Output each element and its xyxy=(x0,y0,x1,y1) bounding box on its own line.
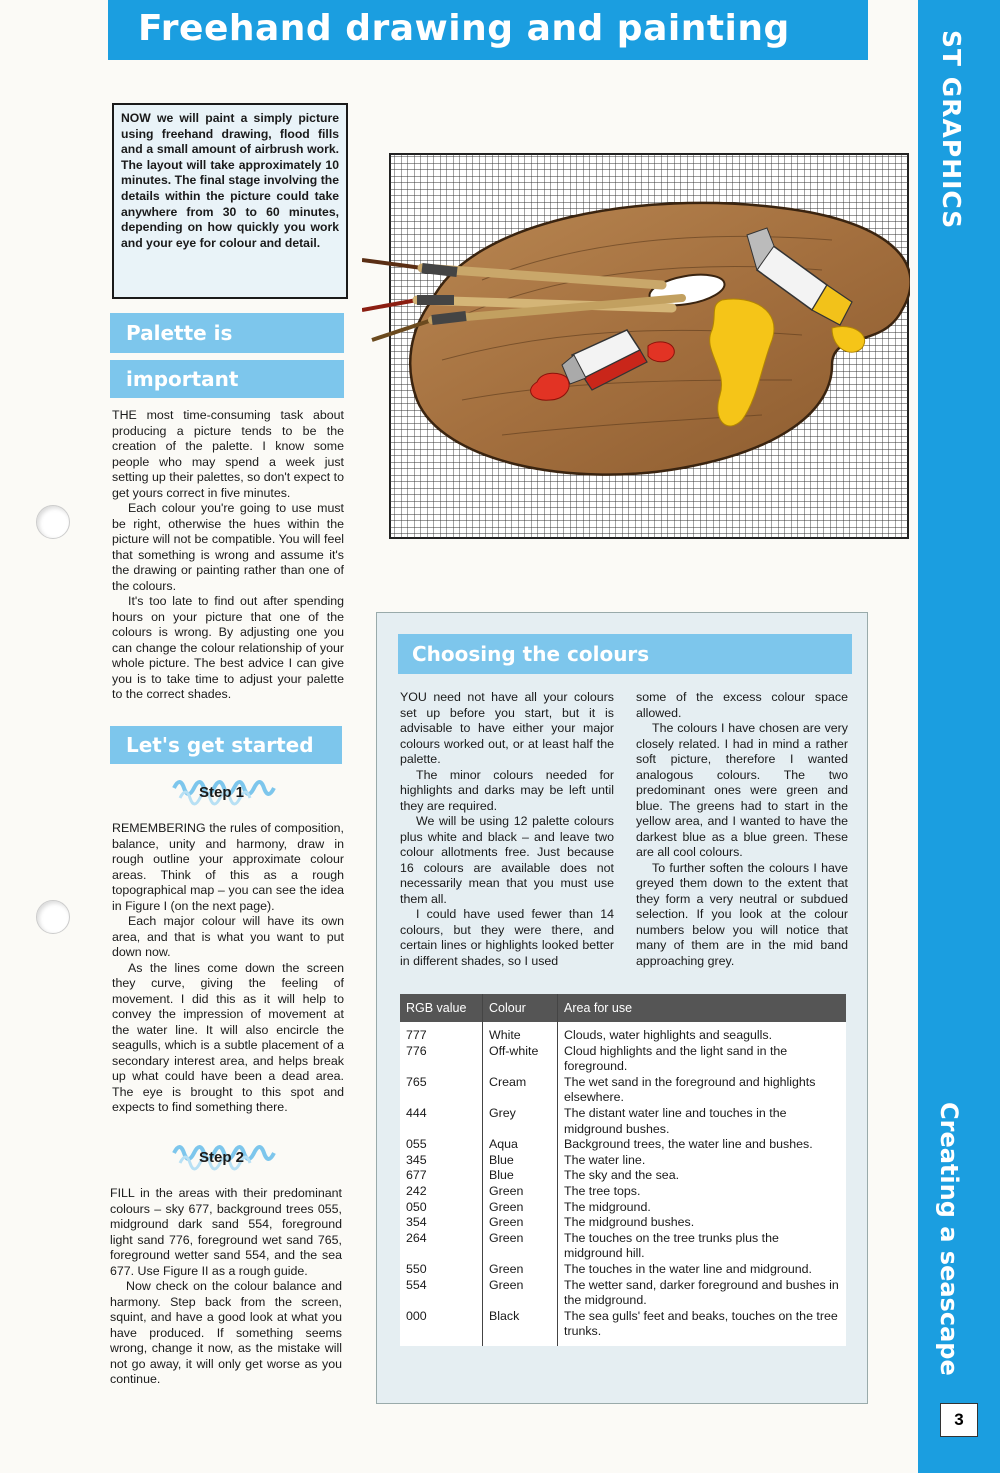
table-cell-rgb: 055 xyxy=(406,1137,427,1152)
table-row xyxy=(400,1044,846,1075)
table-cell-area: The sea gulls' feet and beaks, touches on the tree trunks. xyxy=(558,1309,847,1346)
paragraph: YOU need not have all your colours set up before you start, but it is advisable to have either your major colours worked out, or at least half the palette. xyxy=(400,690,614,766)
step1-body xyxy=(112,821,344,1116)
table-cell-rgb: 677 xyxy=(406,1168,427,1183)
title-bar xyxy=(108,0,868,60)
table-cell-area: The wetter sand, darker foreground and bushes in the midground. xyxy=(558,1278,847,1309)
paragraph: It's too late to find out after spending hours on your picture that one of the colours is wrong. By adjusting one you can change the colour relationship of your whole picture. The best advice I can give you is to take time to adjust your palette to the correct shades. xyxy=(112,594,344,701)
paragraph: To further soften the colours I have greyed them down to the extent that they form a very neutral or subdued selection. If you look at the colour numbers below you will notice that many of them are in the mid band approaching grey. xyxy=(636,860,848,968)
table-cell-area: Cloud highlights and the light sand in the foreground. xyxy=(558,1044,847,1075)
paragraph: some of the excess colour space allowed. xyxy=(636,690,848,720)
table-cell-colour: White xyxy=(483,1022,558,1044)
step2-body xyxy=(110,1186,342,1388)
paragraph: We will be using 12 palette colours plus white and black – and leave two colour allotments free. Just because 16 colours are available does not necessarily mean that you must use them all. xyxy=(400,814,614,906)
table-cell-area: The sky and the sea. xyxy=(558,1168,847,1184)
choosing-left-column xyxy=(400,690,614,969)
intro-box: NOW we will paint a simply picture using freehand drawing, flood fills and a small amount of airbrush work. The layout will take approximately 10 minutes. The final stage involving the details within the picture could take anywhere from 30 to 60 minutes, depending on how quickly you work and your eye for colour and detail. xyxy=(112,103,348,299)
table-cell-rgb: 242 xyxy=(406,1183,427,1198)
binder-hole xyxy=(36,505,70,539)
started-heading: Let's get started xyxy=(110,726,342,764)
table-row xyxy=(400,1153,846,1169)
table-cell-rgb: 550 xyxy=(406,1261,427,1276)
table-cell-area: Clouds, water highlights and seagulls. xyxy=(558,1022,847,1044)
table-cell-area: The touches on the tree trunks plus the midground hill. xyxy=(558,1231,847,1262)
step2-label: Step 2 xyxy=(199,1149,245,1166)
table-cell-area: The tree tops. xyxy=(558,1184,847,1200)
table-cell-colour: Green xyxy=(483,1184,558,1200)
paragraph: THE most time-consuming task about producing a picture tends to be the creation of the palette. I know some people who may spend a week just setting up their palettes, so don't expect to get yours correct in five minutes. xyxy=(112,408,344,500)
table-cell-colour: Blue xyxy=(483,1153,558,1169)
table-cell-colour: Off-white xyxy=(483,1044,558,1075)
table-row xyxy=(400,1184,846,1200)
paragraph: FILL in the areas with their predominant colours – sky 677, background trees 055, midground dark sand 554, foreground light sand 776, foreground wet sand 765, foreground wetter sand 554, and the sea 677. Use Figure II as a rough guide. xyxy=(110,1186,342,1278)
table-cell-colour: Green xyxy=(483,1262,558,1278)
page-title: Freehand drawing and painting xyxy=(138,8,790,49)
paragraph: I could have used fewer than 14 colours, but they were there, and certain lines or highlights looked better in different shades, so I used xyxy=(400,907,614,968)
paragraph: REMEMBERING the rules of composition, balance, unity and harmony, draw in rough outline your approximate colour areas. Think of this as a rough topographical map – you can see the idea in Figure I (on the next page). xyxy=(112,821,344,913)
table-row xyxy=(400,1200,846,1216)
page-number: 3 xyxy=(940,1403,978,1437)
table-cell-area: The water line. xyxy=(558,1153,847,1169)
table-cell-rgb: 776 xyxy=(406,1043,427,1058)
palette-heading-line2: important xyxy=(110,360,344,398)
table-cell-area: The touches in the water line and midground. xyxy=(558,1262,847,1278)
table-cell-rgb: 444 xyxy=(406,1105,427,1120)
article-label: Creating a seascape xyxy=(935,1102,963,1376)
paragraph: The minor colours needed for highlights and darks may be left until they are required. xyxy=(400,767,614,813)
paragraph: Each major colour will have its own area, and that is what you want to put down now. xyxy=(112,914,344,959)
table-cell-colour: Green xyxy=(483,1215,558,1231)
choosing-right-column xyxy=(636,690,848,969)
table-header-row xyxy=(400,994,846,1022)
table-cell-colour: Grey xyxy=(483,1106,558,1137)
table-cell-colour: Green xyxy=(483,1231,558,1262)
paragraph: The colours I have chosen are very closely related. I had in mind a rather soft picture, therefore I wanted analogous colours. The two predominant ones were green and blue. The greens had to start in the yellow area, and I wanted to have the darkest blue as a blue green. These are all cool colours. xyxy=(636,721,848,859)
paragraph: Each colour you're going to use must be right, otherwise the hues within the picture will not be compatible. You will feel that something is wrong and assume it's the drawing or painting rather than one of the colours. xyxy=(112,501,344,593)
table-cell-rgb: 264 xyxy=(406,1230,427,1245)
table-row xyxy=(400,1215,846,1231)
table-row xyxy=(400,1137,846,1153)
table-cell-rgb: 000 xyxy=(406,1308,427,1323)
step1-label: Step 1 xyxy=(199,784,245,801)
table-cell-area: The midground. xyxy=(558,1200,847,1216)
table-row xyxy=(400,1022,846,1044)
table-cell-colour: Cream xyxy=(483,1075,558,1106)
choosing-heading: Choosing the colours xyxy=(398,634,852,674)
table-cell-rgb: 354 xyxy=(406,1215,427,1230)
table-header: RGB value xyxy=(400,994,483,1022)
table-cell-colour: Green xyxy=(483,1200,558,1216)
table-cell-rgb: 050 xyxy=(406,1199,427,1214)
table-header: Area for use xyxy=(558,994,847,1022)
paragraph: Now check on the colour balance and harmony. Step back from the screen, squint, and have a good look at what you have produced. If something seems wrong, change it now, as the mistake will not go away, it will only get worse as you continue. xyxy=(110,1279,342,1386)
table-cell-area: The distant water line and touches in the midground bushes. xyxy=(558,1106,847,1137)
table-row xyxy=(400,1106,846,1137)
table-row xyxy=(400,1262,846,1278)
table-cell-area: The midground bushes. xyxy=(558,1215,847,1231)
table-cell-colour: Green xyxy=(483,1278,558,1309)
table-row xyxy=(400,1278,846,1309)
colour-table xyxy=(400,994,846,1346)
palette-heading-line1: Palette is xyxy=(110,313,344,353)
table-row xyxy=(400,1075,846,1106)
binder-hole xyxy=(36,900,70,934)
table-cell-rgb: 765 xyxy=(406,1074,427,1089)
paragraph: As the lines come down the screen they curve, giving the feeling of movement. I did this as it will help to convey the impression of movement at the water line. It will also encircle the seagulls, which is a subtle placement of a secondary interest area, and helps break up what could have been a dead area. The eye is brought to this spot and expects to find something there. xyxy=(112,960,344,1114)
table-row xyxy=(400,1231,846,1262)
table-cell-rgb: 777 xyxy=(406,1028,427,1042)
table-cell-rgb: 554 xyxy=(406,1277,427,1292)
palette-body xyxy=(112,408,344,703)
table-row xyxy=(400,1309,846,1346)
table-cell-area: The wet sand in the foreground and highlights elsewhere. xyxy=(558,1075,847,1106)
table-cell-area: Background trees, the water line and bushes. xyxy=(558,1137,847,1153)
section-label: ST GRAPHICS xyxy=(937,30,966,230)
table-cell-rgb: 345 xyxy=(406,1152,427,1167)
table-cell-colour: Black xyxy=(483,1309,558,1346)
palette-illustration xyxy=(362,150,910,540)
table-cell-colour: Blue xyxy=(483,1168,558,1184)
table-row xyxy=(400,1168,846,1184)
table-cell-colour: Aqua xyxy=(483,1137,558,1153)
table-header: Colour xyxy=(483,994,558,1022)
